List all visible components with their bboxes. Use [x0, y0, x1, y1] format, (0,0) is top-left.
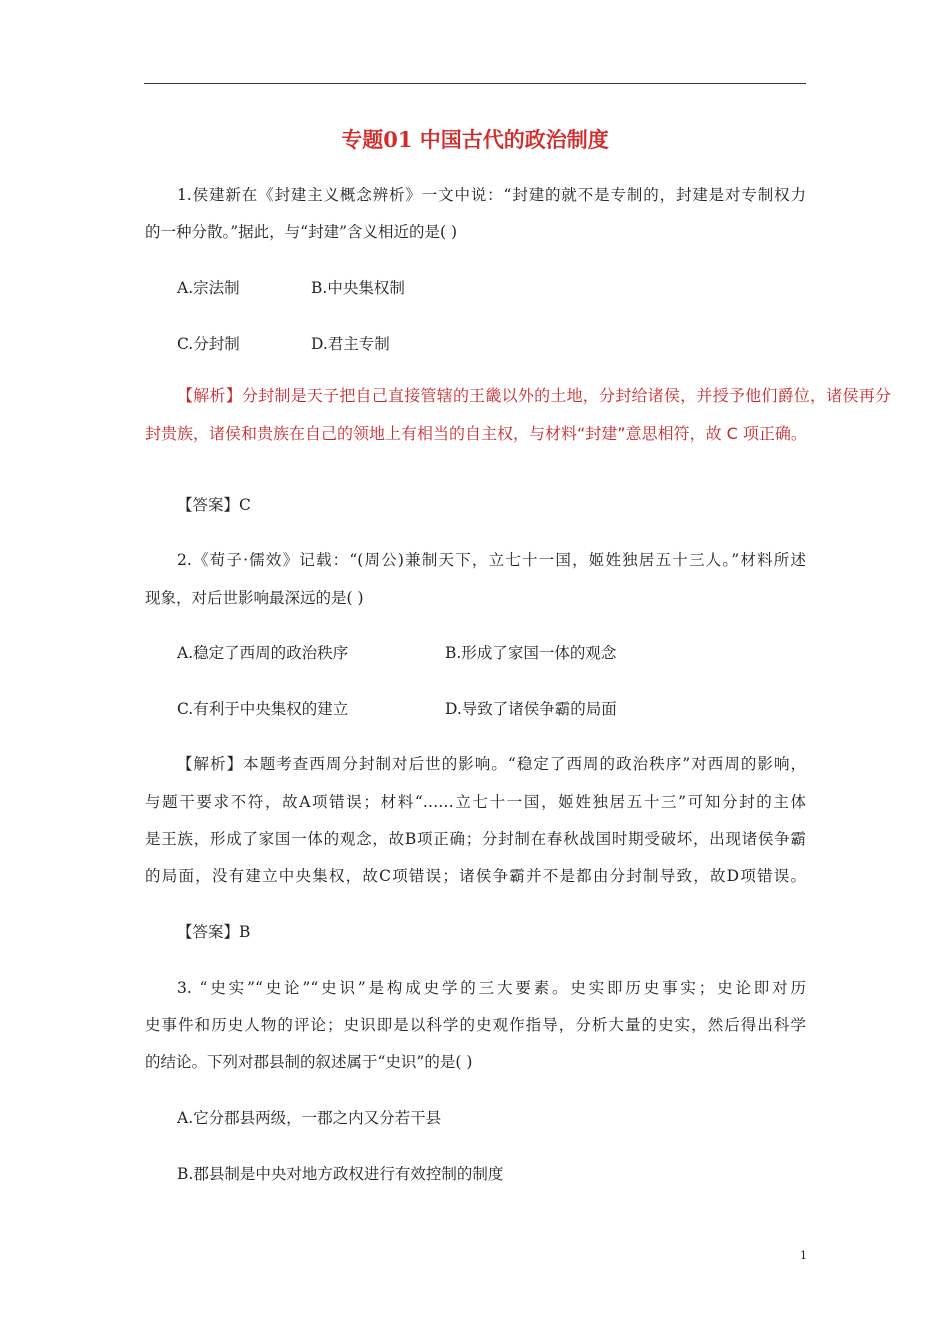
- q1-stem-line1: 1.侯建新在《封建主义概念辨析》一文中说：“封建的就不是专制的，封建是对专制权力: [177, 186, 806, 204]
- q2-option-d: D.导致了诸侯争霸的局面: [445, 700, 617, 718]
- q1-answer: 【答案】C: [177, 496, 251, 514]
- q2-option-b: B.形成了家国一体的观念: [445, 644, 617, 662]
- q2-option-c: C.有利于中央集权的建立: [177, 700, 349, 718]
- q2-stem-line2: 现象，对后世影响最深远的是( ): [145, 589, 364, 607]
- q1-analysis-line1: 【解析】分封制是天子把自己直接管辖的王畿以外的土地，分封给诸侯，并授予他们爵位，诸侯再分: [177, 386, 891, 405]
- q3-stem-line1: 3. “史实”“史论”“史识”是构成史学的三大要素。史实即历史事实；史论即对历: [177, 979, 806, 997]
- q3-stem-line2: 史事件和历史人物的评论；史识即是以科学的史观作指导，分析大量的史实，然后得出科学: [145, 1016, 806, 1034]
- q2-analysis-line3: 是王族，形成了家国一体的观念，故B项正确；分封制在春秋战国时期受破坏，出现诸侯争霸: [145, 830, 806, 848]
- q1-option-b: B.中央集权制: [311, 279, 405, 297]
- page-number: 1: [800, 1249, 807, 1262]
- q1-analysis-line2: 封贵族，诸侯和贵族在自己的领地上有相当的自主权，与材料“封建”意思相符，故 C 项正确。: [145, 424, 807, 443]
- q3-option-b: B.郡县制是中央对地方政权进行有效控制的制度: [177, 1165, 504, 1183]
- q1-stem-line2: 的一种分散。”据此，与“封建”含义相近的是( ): [145, 223, 458, 241]
- q2-stem-line1: 2.《荀子·儒效》记载：“(周公)兼制天下，立七十一国，姬姓独居五十三人。”材料所述: [177, 551, 806, 569]
- q2-option-a: A.稳定了西周的政治秩序: [177, 644, 349, 662]
- q1-option-d: D.君主专制: [311, 335, 390, 353]
- q1-option-a: A.宗法制: [177, 279, 240, 297]
- q2-analysis-line1: 【解析】本题考查西周分封制对后世的影响。“稳定了西周的政治秩序”对西周的影响，: [177, 755, 806, 773]
- header-rule: [144, 83, 806, 84]
- q2-analysis-line4: 的局面，没有建立中央集权，故C项错误；诸侯争霸并不是都由分封制导致，故D项错误。: [145, 867, 806, 885]
- page-title: 专题01 中国古代的政治制度: [341, 127, 609, 152]
- q2-answer: 【答案】B: [177, 923, 251, 941]
- q2-analysis-line2: 与题干要求不符，故A项错误；材料“……立七十一国，姬姓独居五十三”可知分封的主体: [145, 793, 806, 811]
- q3-stem-line3: 的结论。下列对郡县制的叙述属于“史识”的是( ): [145, 1053, 473, 1071]
- q3-option-a: A.它分郡县两级，一郡之内又分若干县: [177, 1109, 442, 1127]
- q1-option-c: C.分封制: [177, 335, 240, 353]
